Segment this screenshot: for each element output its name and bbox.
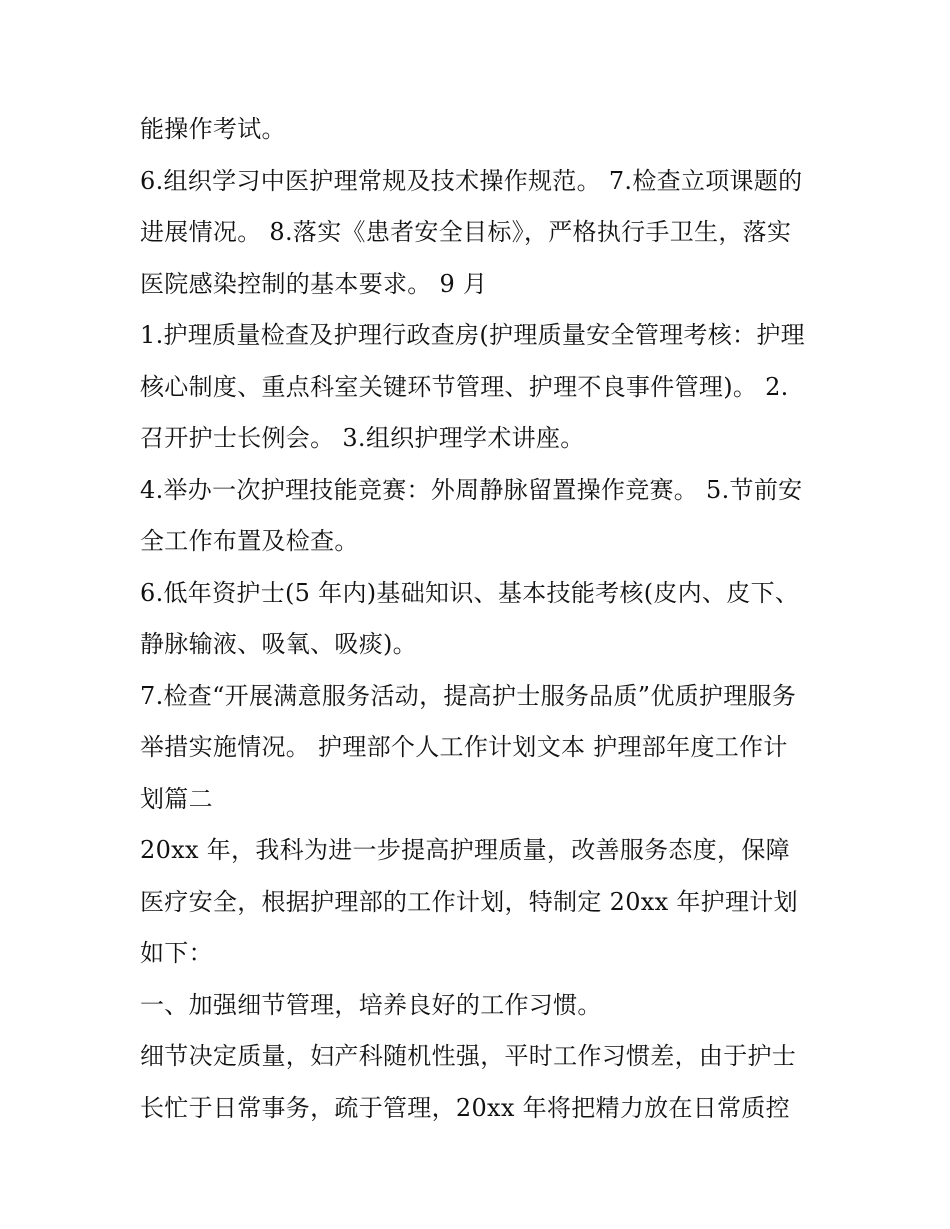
- text-line: 1.护理质量检查及护理行政查房(护理质量安全管理考核：护理: [140, 321, 805, 349]
- text-line: 能操作考试。: [140, 115, 286, 143]
- text-line: 医疗安全，根据护理部的工作计划，特制定 20xx 年护理计划: [140, 887, 798, 916]
- text-line: 20xx 年，我科为进一步提高护理质量，改善服务态度，保障: [140, 836, 790, 864]
- text-line: 6.低年资护士(5 年内)基础知识、基本技能考核(皮内、皮下、: [140, 578, 800, 607]
- text-line: 核心制度、重点科室关键环节管理、护理不良事件管理)。 2.: [140, 372, 789, 401]
- text-line: 如下：: [140, 939, 213, 967]
- text-line: 举措实施情况。 护理部个人工作计划文本 护理部年度工作计: [140, 733, 788, 761]
- text-line: 静脉输液、吸氧、吸痰)。: [140, 630, 417, 658]
- text-line: 进展情况。 8.落实《患者安全目标》，严格执行手卫生，落实: [140, 218, 792, 246]
- document-body: [140, 104, 820, 1134]
- text-line: 细节决定质量，妇产科随机性强，平时工作习惯差，由于护士: [140, 1042, 797, 1070]
- text-line: 长忙于日常事务，疏于管理，20xx 年将把精力放在日常质控: [140, 1093, 790, 1122]
- text-line: 划篇二: [140, 784, 213, 813]
- text-line: 6.组织学习中医护理常规及技术操作规范。 7.检查立项课题的: [140, 166, 803, 195]
- text-line: 4.举办一次护理技能竞赛：外周静脉留置操作竞赛。 5.节前安: [140, 475, 803, 504]
- text-line: 全工作布置及检查。: [140, 527, 359, 555]
- text-line: 召开护士长例会。 3.组织护理学术讲座。: [140, 424, 585, 452]
- text-line: 一、加强细节管理，培养良好的工作习惯。: [140, 990, 602, 1019]
- text-line: 医院感染控制的基本要求。 9 月: [140, 269, 488, 298]
- text-line: 7.检查“开展满意服务活动，提高护士服务品质”优质护理服务: [140, 681, 797, 710]
